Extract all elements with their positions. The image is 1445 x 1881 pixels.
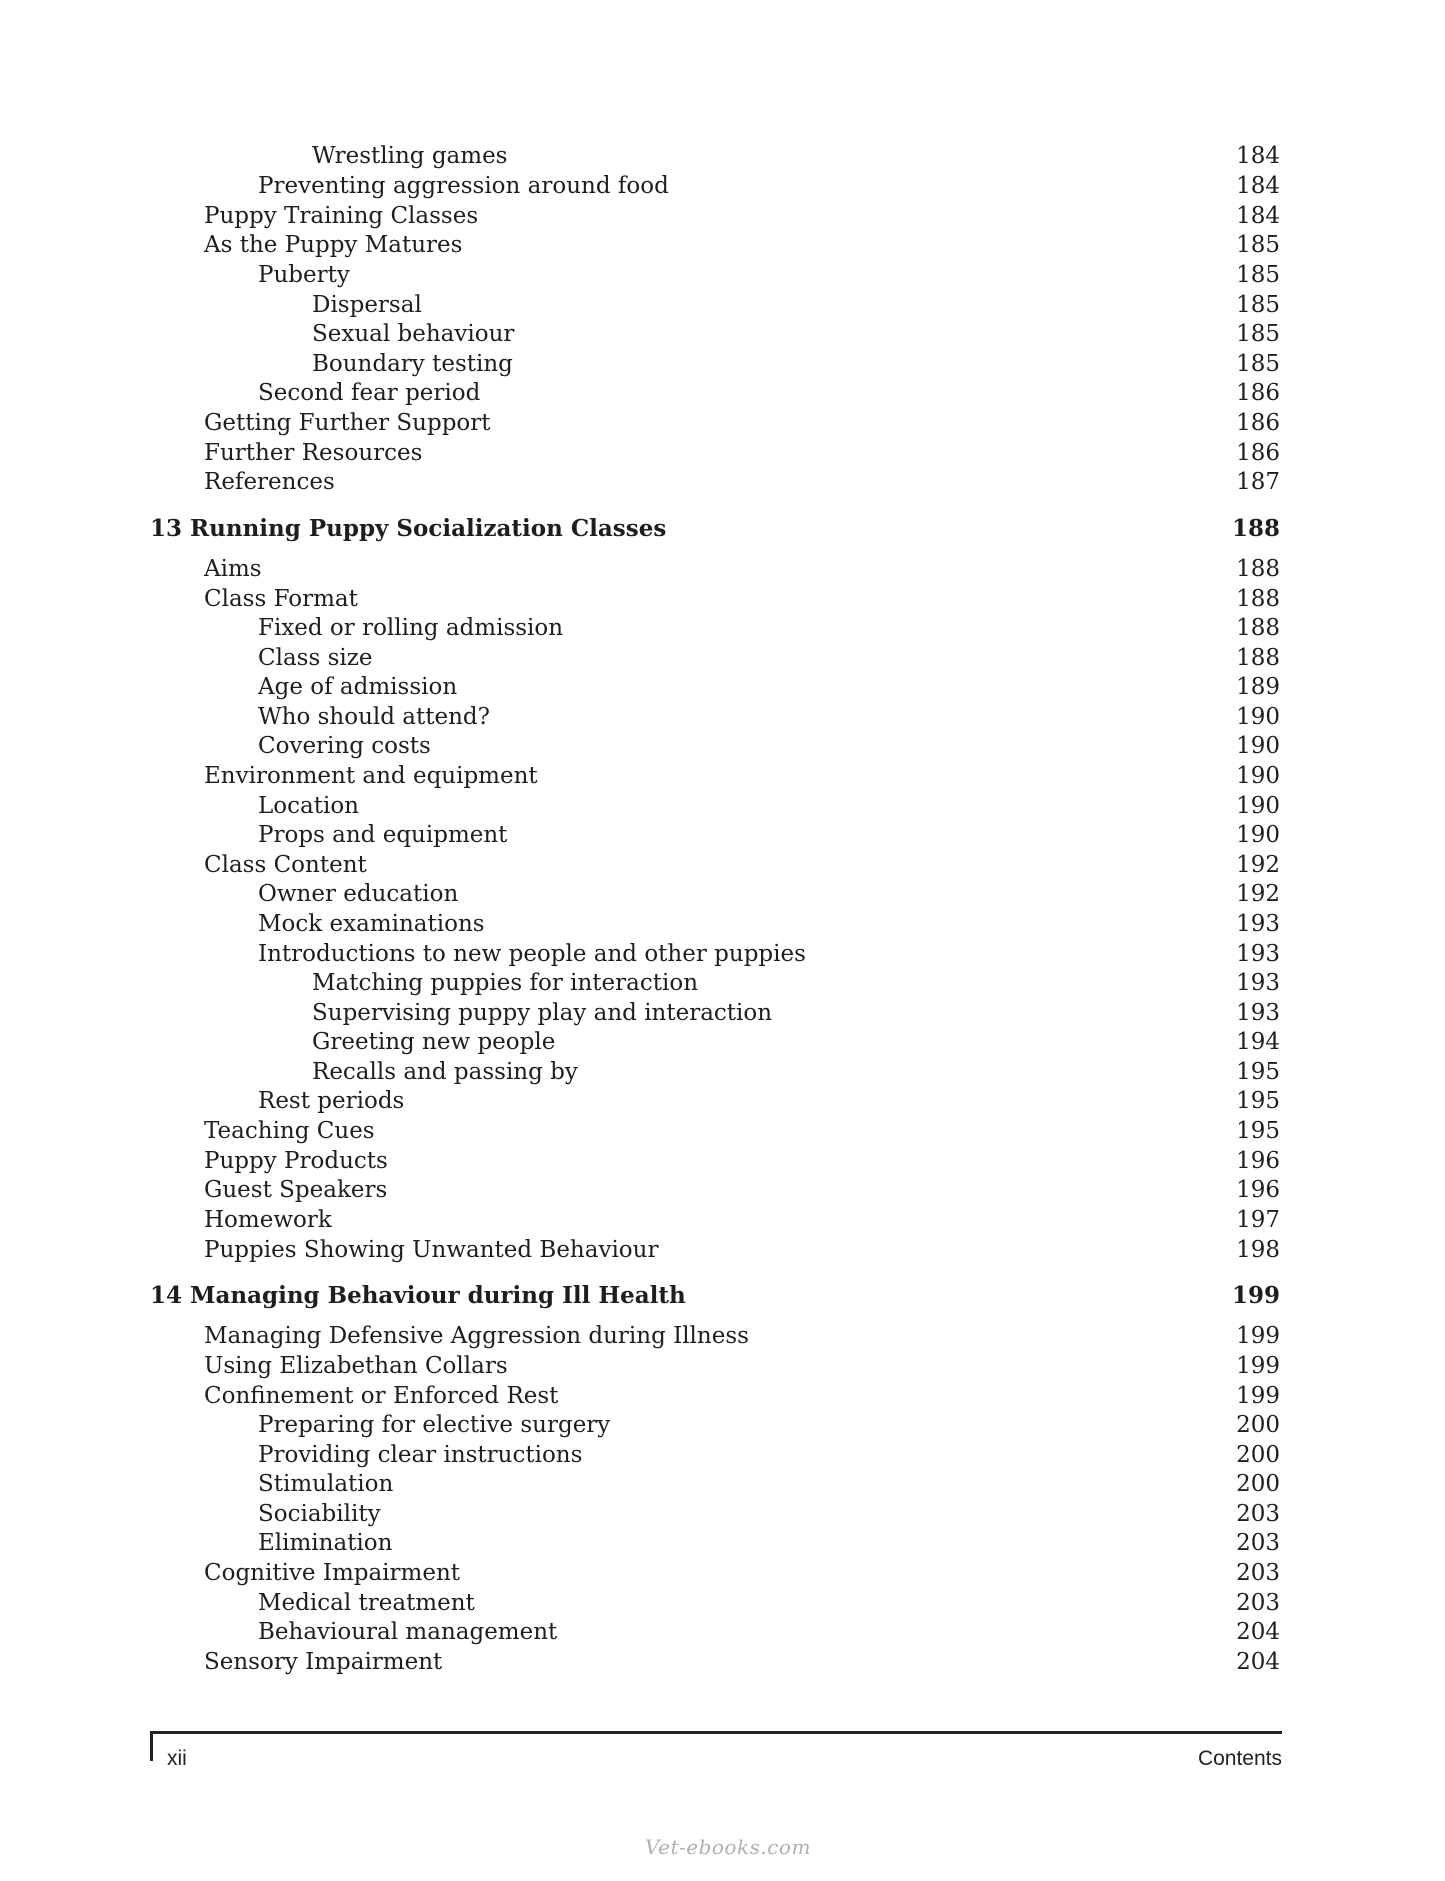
- chapter-heading: 14 Managing Behaviour during Ill Health: [150, 1282, 686, 1309]
- toc-page-number: 194: [1236, 1029, 1280, 1055]
- footer-section-label: Contents: [1197, 1747, 1282, 1770]
- toc-entry: Managing Defensive Aggression during Illness: [204, 1323, 749, 1349]
- toc-entry: Cognitive Impairment: [204, 1560, 461, 1586]
- toc-entry: Fixed or rolling admission: [258, 615, 564, 641]
- toc-entry: Class size: [258, 645, 373, 671]
- toc-entry: Teaching Cues: [204, 1118, 375, 1144]
- toc-entry: Recalls and passing by: [312, 1059, 578, 1085]
- toc-page-number: 203: [1236, 1501, 1280, 1527]
- toc-entry: Stimulation: [258, 1471, 394, 1497]
- toc-entry: Props and equipment: [258, 822, 508, 848]
- toc-page-number: 188: [1236, 586, 1280, 612]
- toc-page-number: 192: [1236, 852, 1280, 878]
- toc-page-number: 188: [1236, 556, 1280, 582]
- toc-page-number: 199: [1236, 1383, 1280, 1409]
- toc-entry: Providing clear instructions: [258, 1442, 583, 1468]
- toc-page-number: 188: [1231, 515, 1280, 542]
- toc-page-number: 196: [1236, 1177, 1280, 1203]
- toc-entry: Matching puppies for interaction: [312, 970, 699, 996]
- toc-page-number: 187: [1236, 469, 1280, 495]
- toc-entry: Behavioural management: [258, 1619, 558, 1645]
- toc-page-number: 186: [1236, 410, 1280, 436]
- toc-entry: Owner education: [258, 881, 459, 907]
- watermark-logo: Vet-ebooks.com: [645, 1835, 811, 1859]
- toc-entry: Class Content: [204, 852, 367, 878]
- toc-entry: Sociability: [258, 1501, 381, 1527]
- toc-page-number: 190: [1236, 763, 1280, 789]
- toc-entry: Supervising puppy play and interaction: [312, 1000, 773, 1026]
- toc-page-number: 189: [1236, 674, 1280, 700]
- toc-entry: Mock examinations: [258, 911, 485, 937]
- toc-page-number: 186: [1236, 380, 1280, 406]
- toc-entry: Homework: [204, 1207, 332, 1233]
- toc-page-number: 199: [1236, 1323, 1280, 1349]
- toc-entry: Puppy Products: [204, 1148, 388, 1174]
- toc-entry: Preparing for elective surgery: [258, 1412, 611, 1438]
- toc-entry: Sensory Impairment: [204, 1649, 443, 1675]
- toc-entry: Environment and equipment: [204, 763, 538, 789]
- toc-entry: Aims: [204, 556, 262, 582]
- toc-page-number: 188: [1236, 615, 1280, 641]
- toc-page-number: 200: [1236, 1412, 1280, 1438]
- toc-entry: Location: [258, 793, 359, 819]
- toc-page-number: 185: [1236, 262, 1280, 288]
- toc-page-number: 198: [1236, 1237, 1280, 1263]
- toc-page-number: 204: [1236, 1649, 1280, 1675]
- toc-page-number: 186: [1236, 440, 1280, 466]
- toc-entry: Sexual behaviour: [312, 321, 515, 347]
- toc-page-number: 184: [1236, 143, 1280, 169]
- toc-page-number: 185: [1236, 321, 1280, 347]
- toc-page-number: 184: [1236, 173, 1280, 199]
- toc-entry: Boundary testing: [312, 351, 513, 377]
- toc-page-number: 199: [1231, 1282, 1280, 1309]
- toc-page-number: 199: [1236, 1353, 1280, 1379]
- toc-entry: Who should attend?: [258, 704, 490, 730]
- toc-page-number: 190: [1236, 822, 1280, 848]
- toc-entry: References: [204, 469, 335, 495]
- toc-page-number: 193: [1236, 911, 1280, 937]
- footer-page-number: xii: [167, 1747, 187, 1770]
- toc-page-number: 190: [1236, 733, 1280, 759]
- toc-page-number: 203: [1236, 1530, 1280, 1556]
- toc-entry: Rest periods: [258, 1088, 405, 1114]
- toc-page-number: 188: [1236, 645, 1280, 671]
- toc-entry: Getting Further Support: [204, 410, 491, 436]
- toc-page-number: 193: [1236, 1000, 1280, 1026]
- toc-entry: Guest Speakers: [204, 1177, 388, 1203]
- toc-page-number: 193: [1236, 970, 1280, 996]
- toc-page-number: 190: [1236, 704, 1280, 730]
- toc-page-number: 197: [1236, 1207, 1280, 1233]
- toc-page-number: 204: [1236, 1619, 1280, 1645]
- toc-entry: Medical treatment: [258, 1590, 475, 1616]
- toc-entry: Class Format: [204, 586, 358, 612]
- toc-entry: Introductions to new people and other puppies: [258, 941, 806, 967]
- toc-page-number: 203: [1236, 1590, 1280, 1616]
- chapter-heading: 13 Running Puppy Socialization Classes: [150, 515, 667, 542]
- toc-entry: Confinement or Enforced Rest: [204, 1383, 559, 1409]
- toc-page-number: 185: [1236, 351, 1280, 377]
- toc-page-number: 200: [1236, 1442, 1280, 1468]
- toc-page-number: 193: [1236, 941, 1280, 967]
- toc-page-number: 190: [1236, 793, 1280, 819]
- toc-entry: Further Resources: [204, 440, 423, 466]
- toc-entry: Second fear period: [258, 380, 481, 406]
- toc-page-number: 195: [1236, 1059, 1280, 1085]
- toc-entry: Puberty: [258, 262, 350, 288]
- toc-page-number: 192: [1236, 881, 1280, 907]
- toc-page-number: 196: [1236, 1148, 1280, 1174]
- toc-entry: Puppy Training Classes: [204, 203, 479, 229]
- toc-entry: Elimination: [258, 1530, 393, 1556]
- toc-page-number: 185: [1236, 292, 1280, 318]
- toc-page-number: 203: [1236, 1560, 1280, 1586]
- toc-entry: As the Puppy Matures: [204, 232, 463, 258]
- toc-entry: Greeting new people: [312, 1029, 556, 1055]
- toc-entry: Covering costs: [258, 733, 431, 759]
- toc-entry: Wrestling games: [312, 143, 508, 169]
- toc-page-number: 195: [1236, 1088, 1280, 1114]
- toc-entry: Dispersal: [312, 292, 422, 318]
- toc-page-number: 195: [1236, 1118, 1280, 1144]
- toc-entry: Puppies Showing Unwanted Behaviour: [204, 1237, 659, 1263]
- footer-rule-corner: [150, 1731, 153, 1761]
- toc-entry: Age of admission: [258, 674, 458, 700]
- toc-entry: Preventing aggression around food: [258, 173, 669, 199]
- toc-page-number: 185: [1236, 232, 1280, 258]
- toc-page-number: 200: [1236, 1471, 1280, 1497]
- toc-entry: Using Elizabethan Collars: [204, 1353, 508, 1379]
- toc-page-number: 184: [1236, 203, 1280, 229]
- footer-rule: [150, 1731, 1282, 1734]
